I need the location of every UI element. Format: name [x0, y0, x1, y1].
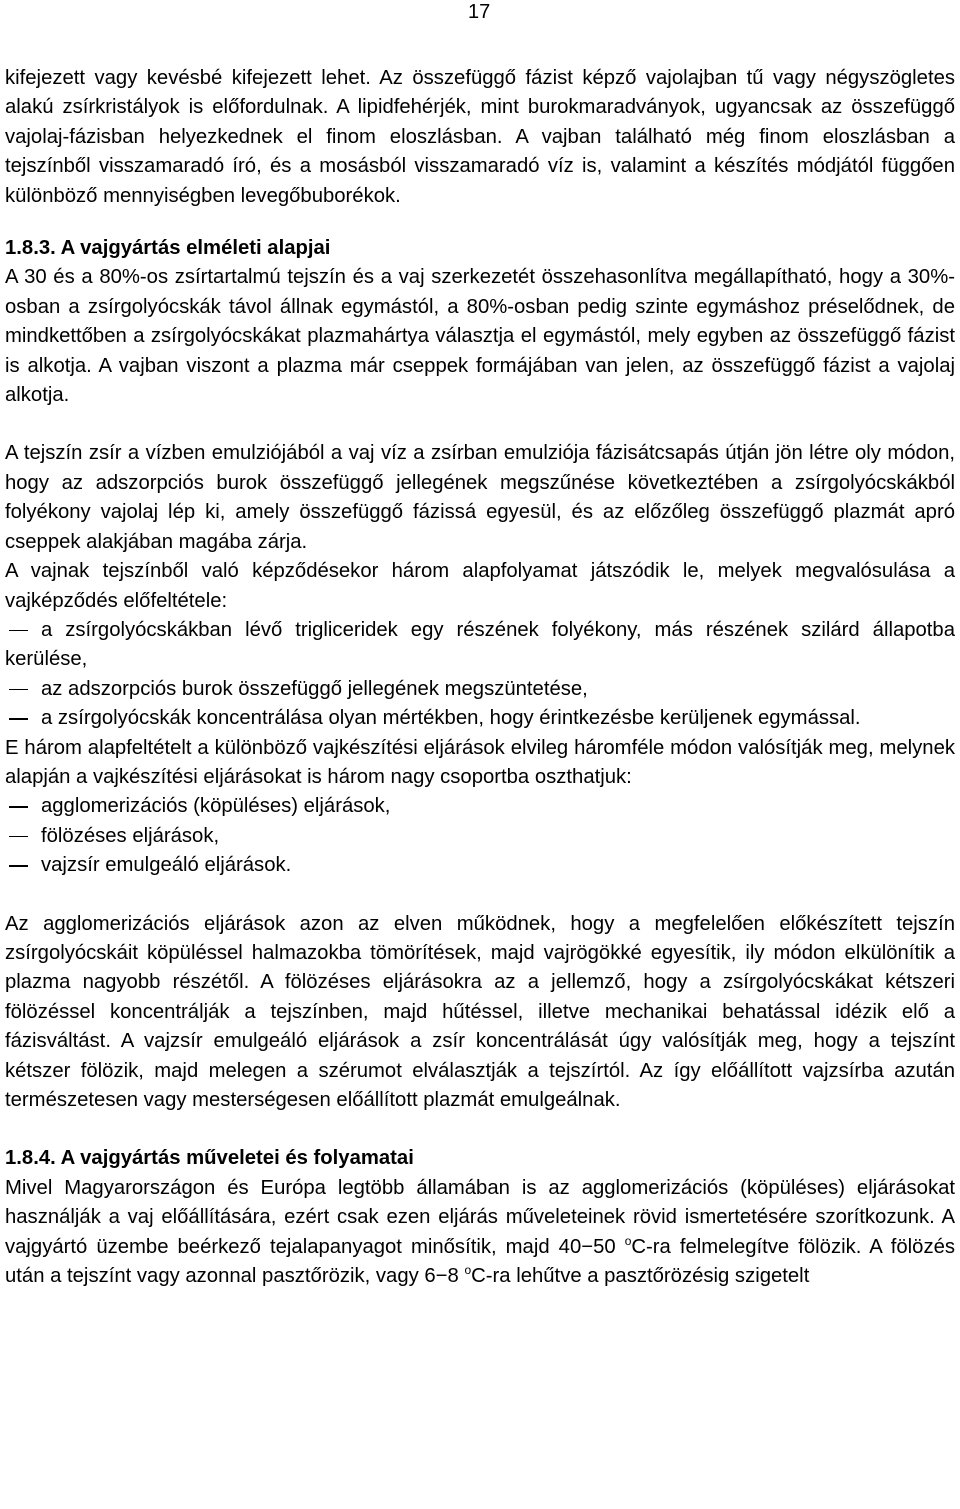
paragraph-methods-description: Az agglomerizációs eljárások azon az elven működnek, hogy a megfelelően előkészített tejszín zsírgolyócskáit köpüléssel halmazokba tömörítések, majd vajrögökké egyesítik, ily módon elkülönítik a plazma nagyobb részétől. A fölözéses eljárásokra az a jellemző, hogy a zsírgolyócskákat kétszeri fölözéssel koncentrálják a tejszínben, majd hűtéssel, illetve mechanikai behatással idézik elő a fázisváltást. A vajzsír emulgeáló eljárások a zsír koncentrálását úgy valósítják meg, hogy a tejszínt kétszer fölözik, majd melegen a szérumot elválasztják a tejszírtól. Az így előállított vajzsírba azután természetesen vagy mesterségesen előállított plazmát emulgeálnak.: [5, 912, 955, 1111]
list-item: [5, 851, 955, 880]
list-item-text: a zsírgolyócskákban lévő trigliceridek egy részének folyékony, más részének szilárd állapotba kerülése,: [5, 618, 955, 671]
text-run: 50: [593, 1235, 625, 1258]
paragraph-three-processes: A vajnak tejszínből való képződésekor három alapfolyamat játszódik le, melyek megvalósulása a vajképződés előfeltétele:: [5, 560, 955, 612]
paragraph-butter-structure: kifejezett vagy kevésbé kifejezett lehet. Az összefüggő fázist képző vajolajban tű vagy négyszögletes alakú zsírkristályok is előfordulnak. A lipidfehérjék, mint burokmaradványok, ugyancsak az összefüggő vajolaj-fázisban helyezkednek el finom eloszlásban. A vajban található még finom eloszlásban a tejszínből visszamaradó író, és a mosásból visszamaradó víz is, valamint a készítés módjától függően különböző mennyiségben levegőbuborékok.: [5, 67, 955, 207]
text-run: Mivel Magyarországon és Európa legtöbb államában is az agglomerizációs (köpüléses) eljárásokat használják a vaj előállítására, ezért csak ezen eljárás műveleteinek rövid ismertetésére szorítkozunk. A vajgyártó üzembe beérkező tejalapanyagot minősítik, majd 40: [5, 1176, 955, 1258]
list-item-text: agglomerizációs (köpüléses) eljárások,: [41, 795, 391, 818]
paragraph-operations: [5, 1174, 955, 1292]
list-item: [5, 822, 955, 851]
range-dash: −: [581, 1235, 594, 1258]
list-item: [5, 616, 955, 675]
list-item-text: vajzsír emulgeáló eljárások.: [41, 854, 292, 877]
paragraph-spacer: [5, 211, 955, 234]
list-conditions: [5, 616, 955, 734]
section-heading-operations: 1.8.4. A vajgyártás műveletei és folyamatai: [5, 1147, 414, 1170]
list-item: [5, 675, 955, 704]
list-item-text: fölözéses eljárások,: [41, 824, 220, 847]
section-heading-theory: 1.8.3. A vajgyártás elméleti alapjai: [5, 237, 331, 260]
paragraph-phase-inversion: A tejszín zsír a vízben emulziójából a vaj víz a zsírban emulziója fázisátcsapás útján jön létre oly módon, hogy az adszorpciós burok összefüggő jellegének megszűnése következtében a zsírgolyócskákból folyékony vajolaj lép ki, amely összefüggő fázissá egyesül, és az előzőleg összefüggő plazmát apró cseppek alakjában magába zárja.: [5, 442, 955, 553]
range-dash: −: [435, 1265, 448, 1288]
paragraph-cream-comparison: A 30 és a 80%-os zsírtartalmú tejszín és a vaj szerkezetét összehasonlítva megállapítható, hogy a 30%-osban a zsírgolyócskák távol állnak egymástól, a 80%-osban pedig szinte egymáshoz préselődnek, de mindkettőben a zsírgolyócskákat plazmahártya választja el egymástól, mely egyben az összefüggő fázist is alkotja. A vajban viszont a plazma már cseppek formájában van jelen, az összefüggő fázist a vajolaj alkotja.: [5, 266, 955, 407]
degree-mark: o: [624, 1233, 632, 1248]
paragraph-spacer: [5, 410, 955, 439]
document-body: [5, 64, 955, 1291]
paragraph-spacer: [5, 1115, 955, 1144]
list-methods: [5, 792, 955, 880]
text-run: 8: [447, 1265, 465, 1288]
list-item-text: a zsírgolyócskák koncentrálása olyan mértékben, hogy érintkezésbe kerüljenek egymással.: [41, 707, 861, 730]
paragraph-spacer: [5, 881, 955, 910]
page-number-text: 17: [468, 1, 491, 23]
degree-mark: o: [464, 1263, 472, 1278]
list-item: [5, 704, 955, 733]
paragraph-methods-groups: E három alapfeltételt a különböző vajkészítési eljárások elvileg háromféle módon valósítják meg, melynek alapján a vajkészítési eljárásokat is három nagy csoportba oszthatjuk:: [5, 736, 955, 788]
list-item-text: az adszorpciós burok összefüggő jellegének megszüntetése,: [41, 677, 588, 700]
text-run: C-ra lehűtve a pasztőrözésig szigetelt: [471, 1265, 810, 1288]
text-run: C-ra felmelegítve fölözik. A fölözés után a tejszínt vagy azonnal pasztőrözik, vagy 6: [5, 1235, 956, 1288]
list-item: [5, 792, 955, 821]
